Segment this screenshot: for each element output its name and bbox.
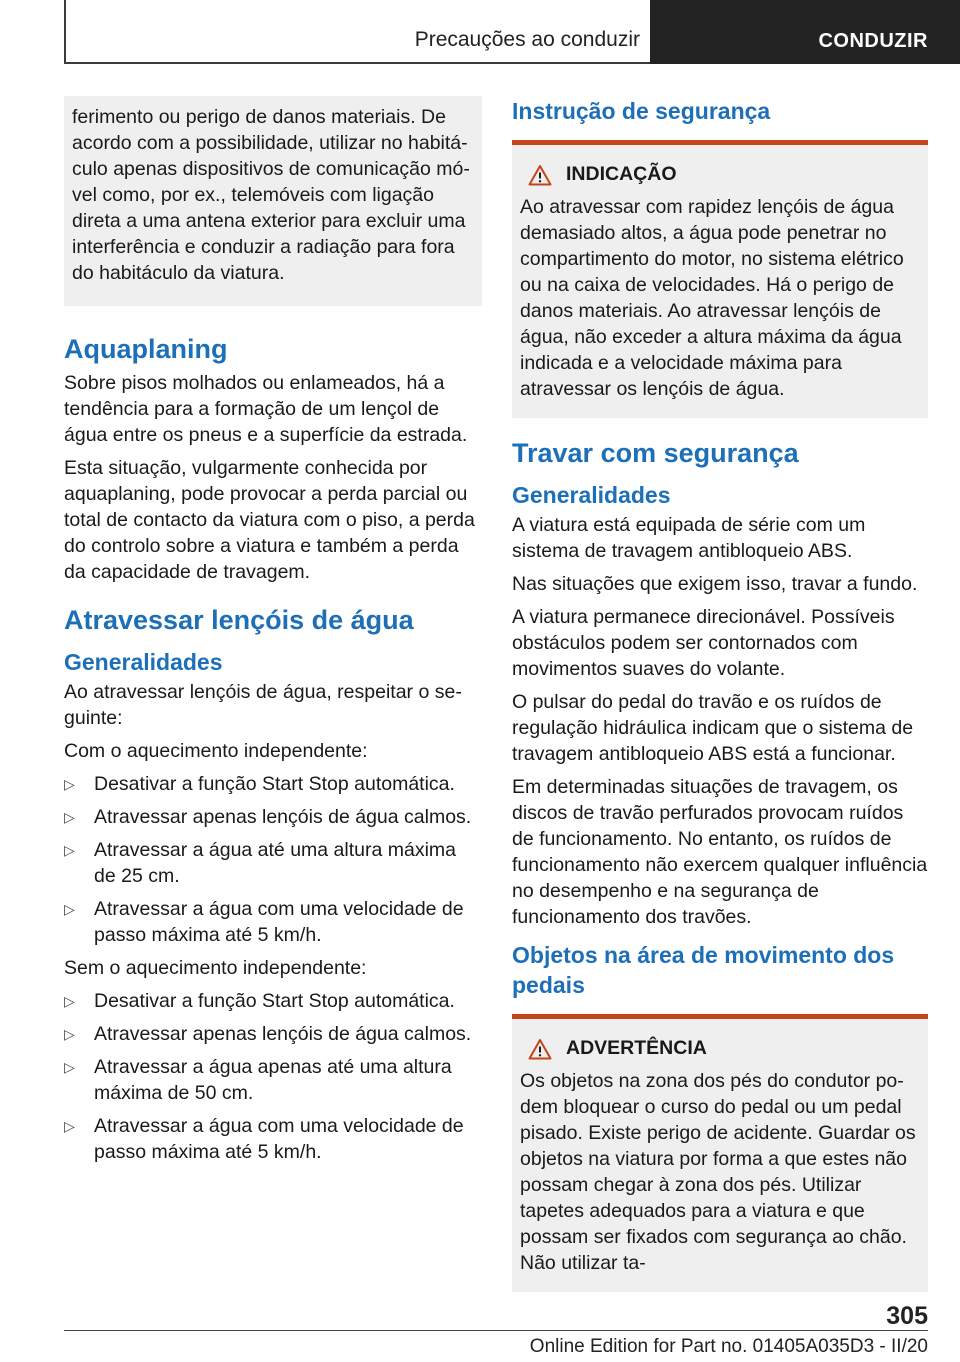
braking-paragraph-1: A viatura está equipada de série com um sistema de travagem antibloqueio ABS. — [512, 514, 866, 562]
left-column — [64, 96, 482, 1172]
intro-note-text: ferimento ou perigo de danos materiais. De acordo com a possibilidade, utilizar no habitáculo apenas dispositivos de comunicação móvel como, por ex., telemóveis com ligação direta a uma antena exterior para excluir uma interferência e conduzir a radiação para fora do habitáculo da viatura. — [72, 106, 470, 284]
braking-paragraph-4: O pulsar do pedal do travão e os ruídos de regulação hidráulica indicam que o sistema de travagem antibloqueio ABS está a funcionar. — [512, 691, 914, 765]
aquaplaning-heading: Aquaplaning — [64, 334, 228, 364]
header-chapter-title: CONDUZIR — [818, 30, 928, 52]
water-crossing-subheading: Generalidades — [64, 649, 223, 675]
notice-text: Ao atravessar com rapidez lençóis de água demasiado altos, a água pode penetrar no compartimento do motor, no sistema elétrico ou na caixa de velocidades. Há o perigo de danos materiais. Ao atravessar lençóis de água, não exceder a altura máxima da água indicada e a velocidade máxima para atravessar os lençóis de água. — [520, 196, 904, 400]
braking-paragraph-2: Nas situações que exigem isso, travar a fundo. — [512, 573, 918, 595]
aquaplaning-paragraph-1: Sobre pisos molhados ou enlameados, há a tendência para a formação de um lençol de água entre os pneus e a superfície da estrada. — [64, 372, 468, 446]
warning-box — [512, 1014, 928, 1292]
without-heater-label: Sem o aquecimento independente: — [64, 957, 367, 979]
header-rule-left — [64, 0, 66, 64]
list-item: ▷ Atravessar a água com uma velocidade de passo máxima até 5 km/h. — [64, 898, 464, 946]
bullet-triangle-icon: ▷ — [64, 809, 75, 825]
warning-title-row — [520, 1037, 920, 1060]
bullet-triangle-icon: ▷ — [64, 776, 75, 792]
warning-text: Os objetos na zona dos pés do condutor podem bloquear o curso do pedal ou um pedal pisado. Existe perigo de acidente. Guardar os objetos na viatura por forma a que estes não possam chegar à zona dos pés. Utilizar tapetes adequados para a viatura e que possam ser fixados com segurança ao chão. Não utilizar ta- — [520, 1070, 916, 1274]
with-heater-list — [64, 771, 482, 948]
bullet-triangle-icon: ▷ — [64, 842, 75, 858]
notice-title-row — [520, 163, 920, 186]
list-item: ▷ Atravessar a água até uma altura máxima de 25 cm. — [64, 839, 457, 887]
warning-triangle-icon — [528, 164, 552, 186]
notice-label: INDICAÇÃO — [566, 163, 677, 185]
list-item: ▷ Desativar a função Start Stop automática. — [64, 990, 455, 1012]
warning-label: ADVERTÊNCIA — [566, 1037, 707, 1059]
page-number: 305 — [886, 1302, 928, 1330]
with-heater-label: Com o aquecimento independente: — [64, 740, 368, 762]
list-item: ▷ Atravessar apenas lençóis de água calmos. — [64, 806, 472, 828]
bullet-triangle-icon: ▷ — [64, 901, 75, 917]
braking-heading: Travar com segurança — [512, 438, 799, 468]
header-rule-bottom — [64, 62, 650, 64]
aquaplaning-paragraph-2: Esta situação, vulgarmente conhecida por aquaplaning, pode provocar a perda parcial ou total de contacto da viatura com o piso, a perda do controlo sobre a viatura e também a perda da capacidade de travagem. — [64, 457, 475, 583]
without-heater-list — [64, 988, 482, 1165]
header-section-title: Precauções ao conduzir — [414, 28, 640, 51]
warning-triangle-icon — [528, 1038, 552, 1060]
intro-note-box — [64, 96, 482, 306]
right-column — [512, 96, 928, 1308]
bullet-triangle-icon: ▷ — [64, 993, 75, 1009]
water-crossing-heading: Atravessar lençóis de água — [64, 605, 414, 635]
bullet-triangle-icon: ▷ — [64, 1059, 75, 1075]
braking-paragraph-5: Em determinadas situações de travagem, os discos de travão perfurados provocam ruídos de funcionamento. No entanto, os ruídos de funcionamento não exercem qualquer influência no desempenho e na segurança de funcionamento dos travões. — [512, 776, 928, 928]
safety-instruction-heading: Instrução de segurança — [512, 98, 771, 124]
edition-text: Online Edition for Part no. 01405A035D3 - II/20 — [529, 1336, 928, 1357]
bullet-triangle-icon: ▷ — [64, 1118, 75, 1134]
footer-rule — [64, 1330, 928, 1331]
list-item: ▷ Desativar a função Start Stop automática. — [64, 773, 455, 795]
bullet-triangle-icon: ▷ — [64, 1026, 75, 1042]
notice-box — [512, 140, 928, 418]
braking-subheading: Generalidades — [512, 482, 671, 508]
list-item: ▷ Atravessar apenas lençóis de água calmos. — [64, 1023, 472, 1045]
pedals-heading: Objetos na área de movimento dos pedais — [512, 942, 895, 998]
water-crossing-intro: Ao atravessar lençóis de água, respeitar o seguinte: — [64, 681, 462, 729]
braking-paragraph-3: A viatura permanece direcionável. Possíveis obstáculos podem ser contornados com movimentos suaves do volante. — [512, 606, 895, 680]
list-item: ▷ Atravessar a água apenas até uma altura máxima de 50 cm. — [64, 1056, 452, 1104]
list-item: ▷ Atravessar a água com uma velocidade de passo máxima até 5 km/h. — [64, 1115, 464, 1163]
